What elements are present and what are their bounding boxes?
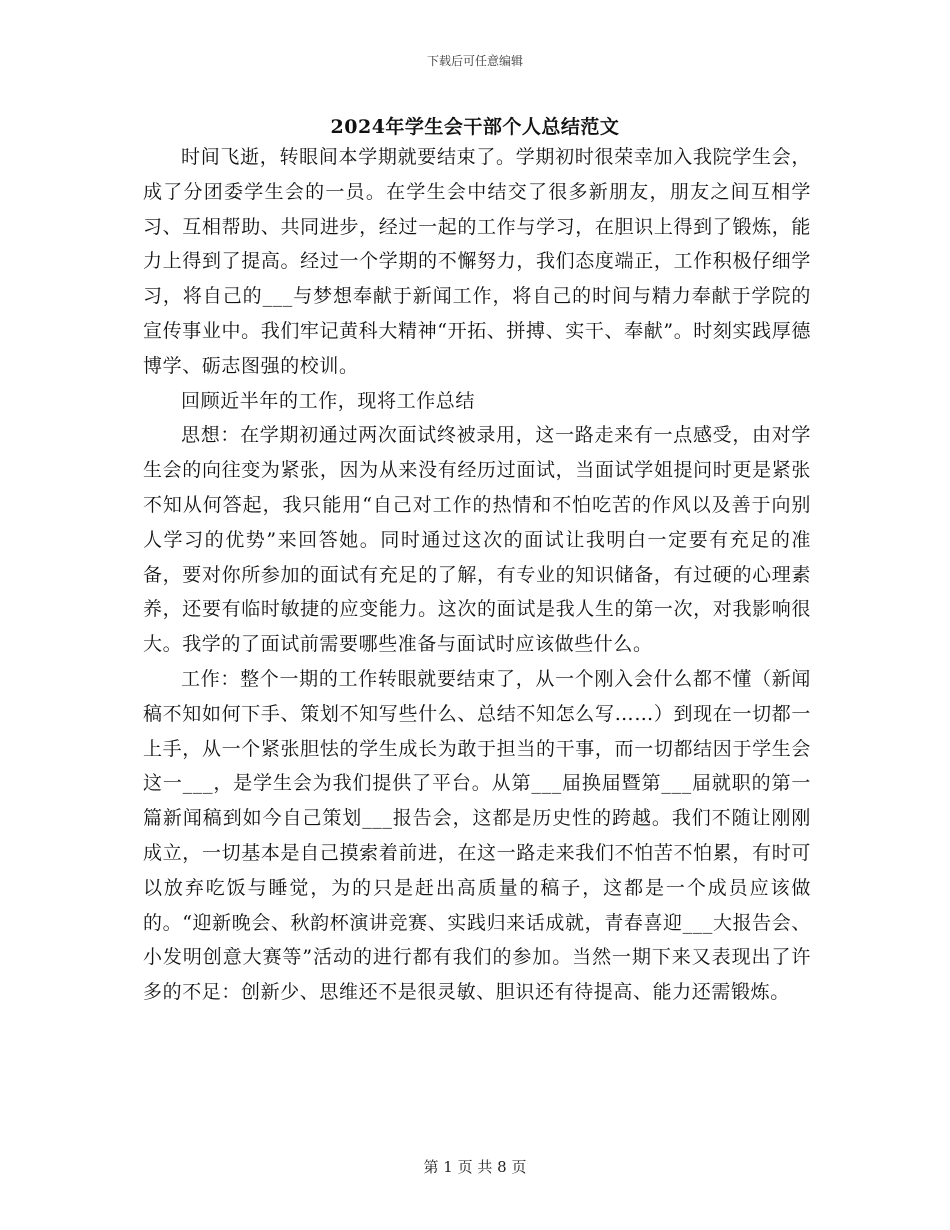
paragraph-intro: 时间飞逝，转眼间本学期就要结束了。学期初时很荣幸加入我院学生会，成了分团委学生会的一员。在学生会中结交了很多新朋友，朋友之间互相学习、互相帮助、共同进步，经过一起的工作与学习，在胆识上得到了锻炼，能力上得到了提高。经过一个学期的不懈努力，我们态度端正，工作积极仔细学习，将自己的___与梦想奉献于新闻工作，将自己的时间与精力奉献于学院的宣传事业中。我们牢记黄科大精神“开拓、拼搏、实干、奉献”。时刻实践厚德博学、砺志图强的校训。	[143, 146, 811, 377]
header-note: 下载后可任意编辑	[426, 54, 523, 68]
document-title: 2024年学生会干部个人总结范文	[330, 116, 620, 138]
document-body	[143, 140, 811, 1010]
page-footer: 第 1 页 共 8 页	[423, 1158, 527, 1176]
paragraph-review: 回顾近半年的工作，现将工作总结	[181, 389, 476, 412]
paragraph-work: 工作：整个一期的工作转眼就要结束了，从一个刚入会什么都不懂（新闻稿不知如何下手、策划不知写些什么、总结不知怎么写……）到现在一切都一上手，从一个紧张胆怯的学生成长为敢于担当的干事，而一切都结因于学生会这一___，是学生会为我们提供了平台。从第___届换届暨第___届就职的第一篇新闻稿到如今自己策划___报告会，这都是历史性的跨越。我们不随让刚刚成立，一切基本是自己摸索着前进，在这一路走来我们不怕苦不怕累，有时可以放弃吃饭与睡觉，为的只是赶出高质量的稿子，这都是一个成员应该做的。“迎新晚会、秋韵杯演讲竞赛、实践归来话成就，青春喜迎___大报告会、小发明创意大赛等”活动的进行都有我们的参加。当然一期下来又表现出了许多的不足：创新少、思维还不是很灵敏、胆识还有待提高、能力还需锻炼。	[143, 667, 811, 1004]
paragraph-thought: 思想：在学期初通过两次面试终被录用，这一路走来有一点感受，由对学生会的向往变为紧张，因为从来没有经历过面试，当面试学姐提问时更是紧张不知从何答起，我只能用“自己对工作的热情和不怕吃苦的作风以及善于向别人学习的优势”来回答她。同时通过这次的面试让我明白一定要有充足的准备，要对你所参加的面试有充足的了解，有专业的知识储备，有过硬的心理素养，还要有临时敏捷的应变能力。这次的面试是我人生的第一次，对我影响很大。我学的了面试前需要哪些准备与面试时应该做些什么。	[143, 424, 811, 656]
